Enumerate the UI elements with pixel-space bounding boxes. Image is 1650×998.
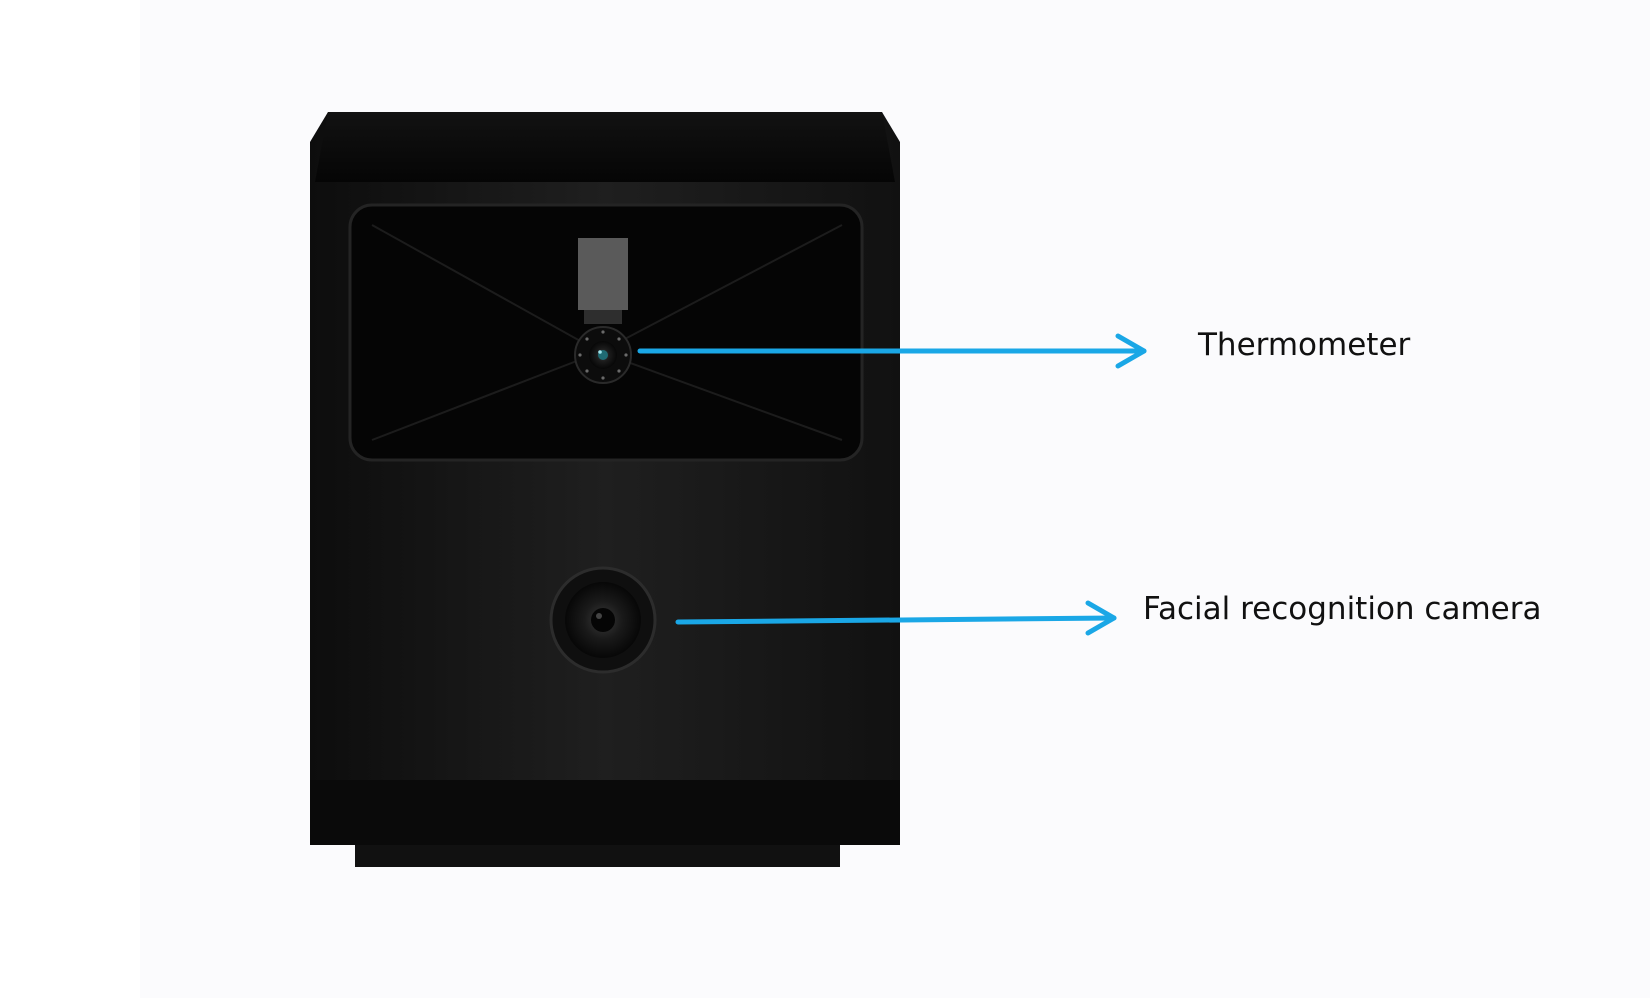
facial-camera <box>551 568 655 672</box>
thermometer-bracket <box>578 238 628 310</box>
thermometer-bracket-shadow <box>584 310 622 324</box>
device-top-cap <box>315 112 895 182</box>
thermometer-label: Thermometer <box>1198 327 1411 363</box>
thermometer-sensor <box>575 327 631 383</box>
device-bottom-band <box>310 780 900 845</box>
device-base <box>355 845 840 867</box>
facial-camera-label: Facial recognition camera <box>1143 591 1542 627</box>
